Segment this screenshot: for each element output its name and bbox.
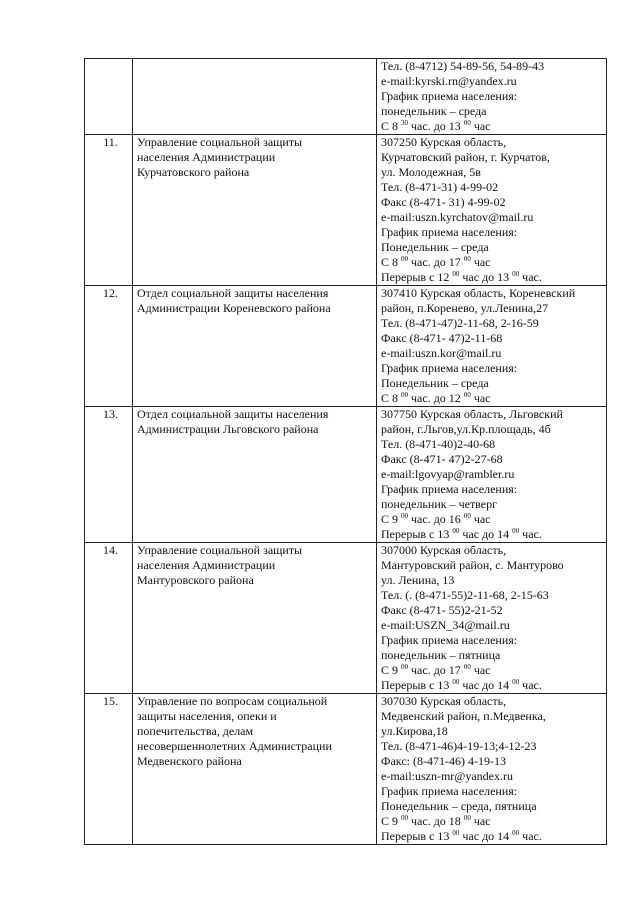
info-line: Перерыв с 13 $^{00}$ час до 14 $^{00}$ час. [381,678,542,692]
minutes-superscript: 00 [401,391,409,399]
minutes-superscript: 00 [463,119,471,127]
info-line: Факс (8-471- 47)2-27-68 [381,452,503,466]
name-line: Администрации Кореневского района [137,301,331,315]
info-line: Перерыв с 13 $^{00}$ час до 14 $^{00}$ час. [381,829,542,843]
name-line: Отдел социальной защиты населения [137,286,329,300]
info-line: Тел. (8-471-40)2-40-68 [381,437,496,451]
contacts-table [84,58,607,845]
info-line: ул.Кирова,18 [381,724,448,738]
organization-name [133,59,377,135]
table-row [85,407,607,543]
contact-info [377,407,607,543]
name-line: населения Администрации [137,150,276,164]
info-line: Перерыв с 12 $^{00}$ час до 13 $^{00}$ час. [381,270,542,284]
table-row [85,59,607,135]
row-number: 14. [85,543,133,694]
contact-info [377,59,607,135]
name-line: Управление по вопросам социальной [137,694,328,708]
minutes-superscript: 00 [463,663,471,671]
minutes-superscript: 00 [463,512,471,520]
info-line: Факс (8-471- 47)2-11-68 [381,331,503,345]
info-line: e-mail:lgovyap@rambler.ru [381,467,515,481]
info-line: Факс (8-471- 31) 4-99-02 [381,195,506,209]
minutes-superscript: 00 [463,391,471,399]
info-line: График приема населения: [381,225,518,239]
info-line: Медвенский район, п.Медвенка, [381,709,546,723]
info-line: 307000 Курская область, [381,543,507,557]
name-line: Медвенского района [137,754,242,768]
name-line: Мантуровского района [137,573,254,587]
info-line: 307250 Курская область, [381,135,507,149]
organization-name [133,135,377,286]
name-line: защиты населения, опеки и [137,709,277,723]
info-line: ул. Молодежная, 5в [381,165,481,179]
info-line: Факс: (8-471-46) 4-19-13 [381,754,506,768]
minutes-superscript: 00 [512,829,520,837]
info-line: e-mail:kyrski.rn@yandex.ru [381,74,517,88]
minutes-superscript: 00 [463,255,471,263]
minutes-superscript: 00 [401,512,409,520]
name-line: несовершеннолетних Администрации [137,739,332,753]
info-line: Курчатовский район, г. Курчатов, [381,150,550,164]
name-line: попечительства, делам [137,724,254,738]
info-line: 307750 Курская область, Льговский [381,407,563,421]
minutes-superscript: 00 [452,527,460,535]
name-line: Курчатовского района [137,165,250,179]
organization-name [133,694,377,845]
info-line: e-mail:USZN_34@mail.ru [381,618,510,632]
organization-name [133,543,377,694]
info-line: Тел. (8-471-46)4-19-13;4-12-23 [381,739,537,753]
info-line: Мантуровский район, с. Мантурово [381,558,564,572]
info-line: График приема населения: [381,361,518,375]
minutes-superscript: 00 [512,270,520,278]
name-line: Управление социальной защиты [137,543,303,557]
info-line: Понедельник – среда [381,376,489,390]
info-line: 307410 Курская область, Кореневский [381,286,576,300]
info-line: С 9 $^{00}$ час. до 17 $^{00}$ час [381,663,491,677]
row-number [85,59,133,135]
info-line: Перерыв с 13 $^{00}$ час до 14 $^{00}$ час. [381,527,542,541]
contact-info [377,286,607,407]
info-line: Понедельник – среда, пятница [381,799,537,813]
minutes-superscript: 00 [452,678,460,686]
row-number: 15. [85,694,133,845]
minutes-superscript: 30 [401,119,409,127]
info-line: Факс (8-471- 55)2-21-52 [381,603,503,617]
info-line: ул. Ленина, 13 [381,573,455,587]
info-line: График приема населения: [381,633,518,647]
info-line: e-mail:uszn-mr@yandex.ru [381,769,514,783]
info-line: понедельник – четверг [381,497,498,511]
info-line: С 9 $^{00}$ час. до 16 $^{00}$ час [381,512,491,526]
row-number: 12. [85,286,133,407]
table-row [85,286,607,407]
info-line: район, г.Льгов,ул.Кр.площадь, 4б [381,422,551,436]
table-row [85,135,607,286]
minutes-superscript: 00 [452,829,460,837]
minutes-superscript: 00 [463,814,471,822]
minutes-superscript: 00 [512,678,520,686]
contact-info [377,135,607,286]
info-line: e-mail:uszn.kyrchatov@mail.ru [381,210,534,224]
info-line: 307030 Курская область, [381,694,507,708]
info-line: Понедельник – среда [381,240,489,254]
minutes-superscript: 00 [401,663,409,671]
info-line: Тел. (8-471-47)2-11-68, 2-16-59 [381,316,539,330]
info-line: Тел. (. (8-471-55)2-11-68, 2-15-63 [381,588,549,602]
minutes-superscript: 00 [512,527,520,535]
name-line: Администрации Льговского района [137,422,319,436]
organization-name [133,286,377,407]
info-line: понедельник – среда [381,104,487,118]
minutes-superscript: 00 [452,270,460,278]
contact-info [377,543,607,694]
info-line: понедельник – пятница [381,648,501,662]
info-line: Тел. (8-471-31) 4-99-02 [381,180,499,194]
info-line: С 9 $^{00}$ час. до 18 $^{00}$ час [381,814,491,828]
info-line: С 8 $^{30}$ час. до 13 $^{00}$ час [381,119,491,133]
row-number: 11. [85,135,133,286]
table-body [85,59,607,845]
info-line: e-mail:uszn.kor@mail.ru [381,346,502,360]
info-line: Тел. (8-4712) 54-89-56, 54-89-43 [381,59,545,73]
minutes-superscript: 00 [401,814,409,822]
name-line: населения Администрации [137,558,276,572]
info-line: График приема населения: [381,89,518,103]
contact-info [377,694,607,845]
row-number: 13. [85,407,133,543]
table-row [85,543,607,694]
info-line: С 8 $^{00}$ час. до 12 $^{00}$ час [381,391,491,405]
info-line: С 8 $^{00}$ час. до 17 $^{00}$ час [381,255,491,269]
info-line: район, п.Коренево, ул.Ленина,27 [381,301,549,315]
info-line: График приема населения: [381,482,518,496]
name-line: Отдел социальной защиты населения [137,407,329,421]
minutes-superscript: 00 [401,255,409,263]
organization-name [133,407,377,543]
info-line: График приема населения: [381,784,518,798]
name-line: Управление социальной защиты [137,135,303,149]
table-row [85,694,607,845]
